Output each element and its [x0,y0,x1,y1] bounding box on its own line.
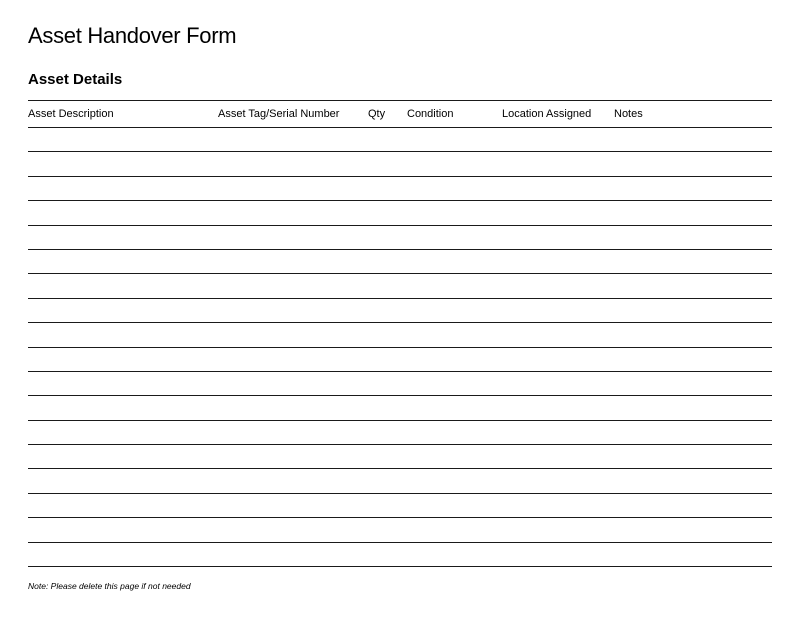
table-row [28,445,772,469]
table-row [28,348,772,372]
column-header-location-assigned: Location Assigned [502,108,592,120]
table-row [28,299,772,323]
table-row [28,201,772,225]
column-header-notes: Notes [614,108,643,120]
table-row [28,372,772,396]
column-header-qty: Qty [368,108,386,120]
asset-details-table [28,100,772,567]
column-header-condition: Condition [407,108,454,120]
section-title-asset-details: Asset Details [28,71,123,88]
table-row [28,128,772,152]
table-row [28,274,772,298]
table-row [28,323,772,347]
table-row [28,152,772,176]
table-row [28,469,772,493]
table-row [28,226,772,250]
table-row [28,421,772,445]
column-header-asset-description: Asset Description [28,108,114,120]
table-header-row [28,100,772,128]
table-row [28,250,772,274]
page-title: Asset Handover Form [28,23,237,48]
table-row [28,396,772,420]
table-row [28,494,772,518]
column-header-asset-tag: Asset Tag/Serial Number [218,108,340,120]
table-body [28,128,772,567]
table-row [28,177,772,201]
table-row [28,543,772,567]
footer-note: Note: Please delete this page if not needed [28,581,191,591]
table-row [28,518,772,542]
